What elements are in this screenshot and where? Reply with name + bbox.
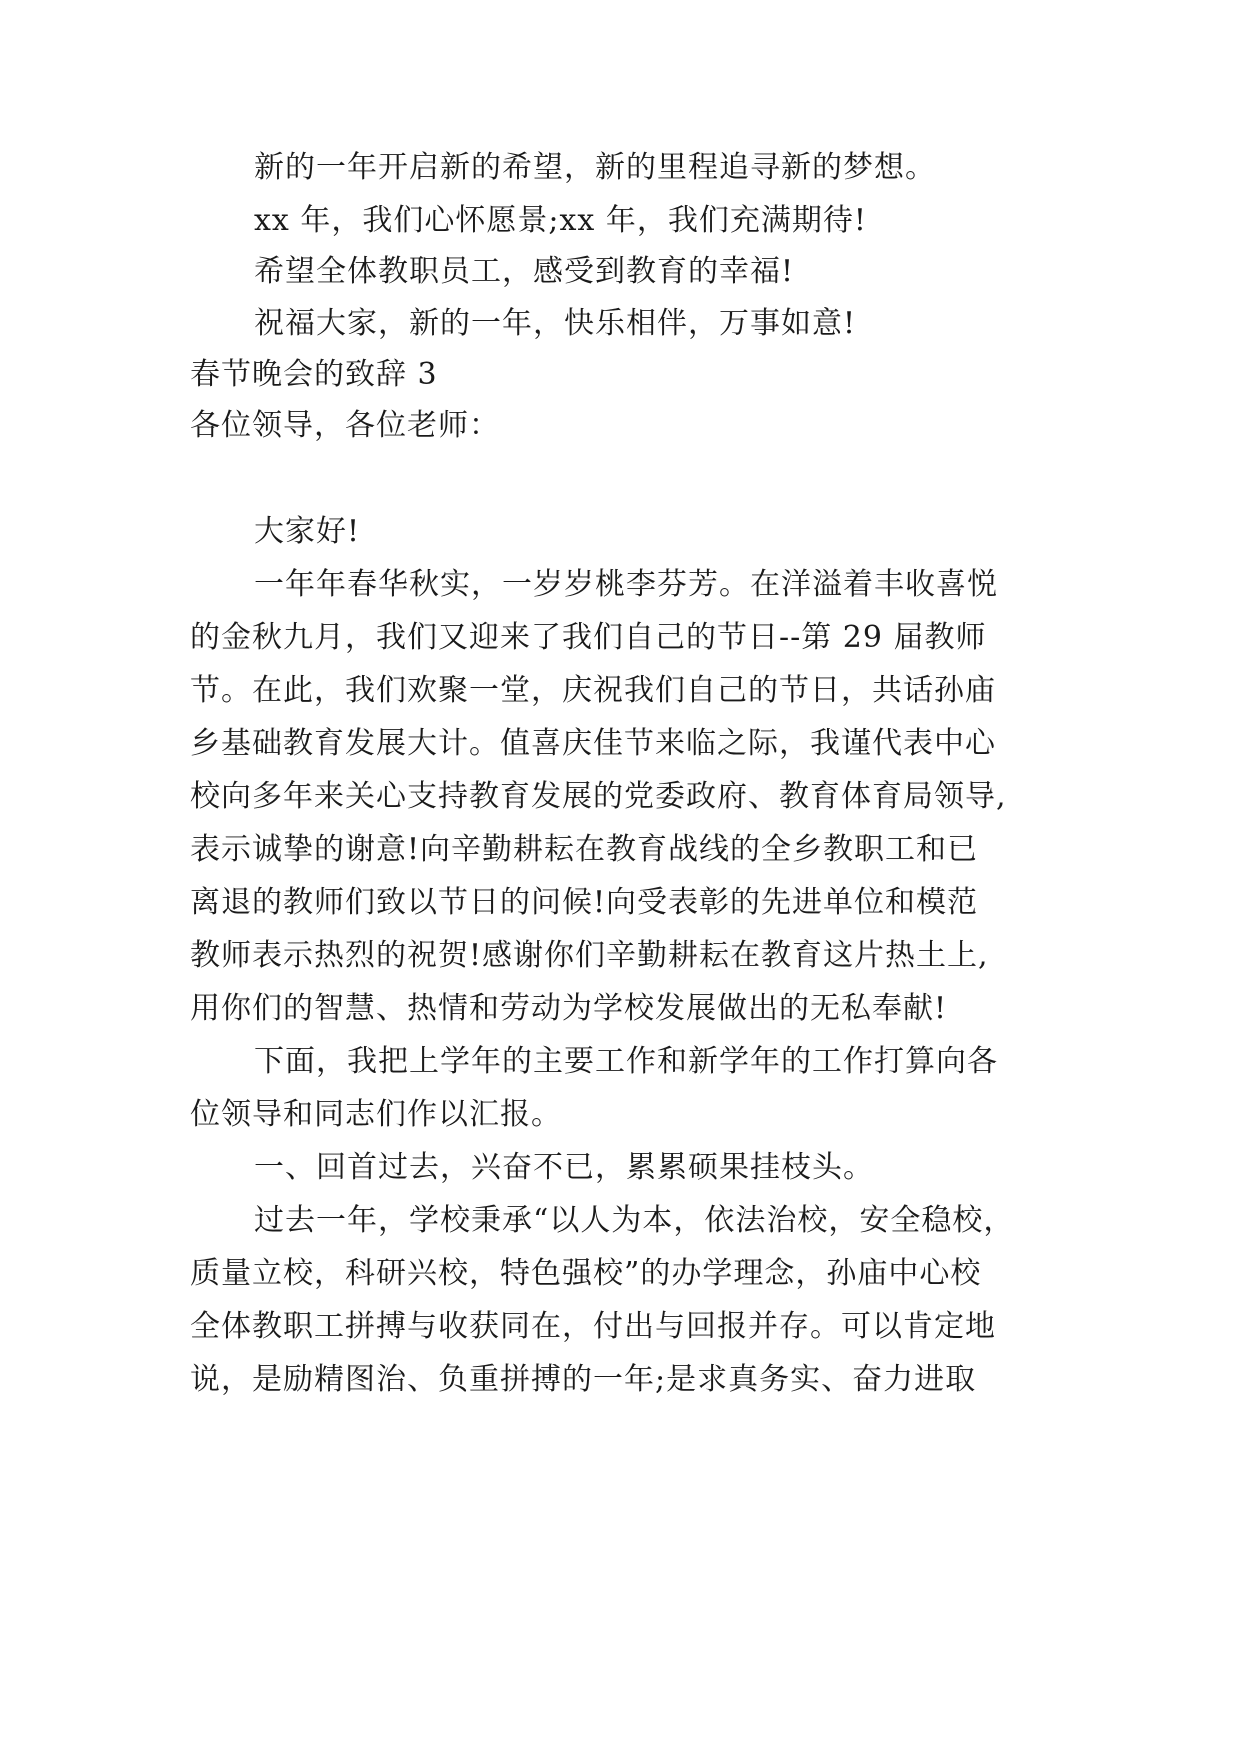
paragraph-line: 校向多年来关心支持教育发展的党委政府、教育体育局领导, [190, 779, 1007, 814]
section-heading: 春节晚会的致辞 3 [190, 357, 438, 392]
paragraph-line: 的金秋九月，我们又迎来了我们自己的节日--第 29 届教师 [190, 620, 987, 655]
section-heading-1: 一、回首过去，兴奋不已，累累硕果挂枝头。 [254, 1150, 874, 1185]
paragraph-line: 乡基础教育发展大计。值喜庆佳节来临之际，我谨代表中心 [190, 726, 996, 761]
paragraph-line: 希望全体教职员工，感受到教育的幸福! [254, 254, 795, 289]
paragraph-line: 离退的教师们致以节日的问候!向受表彰的先进单位和模范 [190, 885, 979, 920]
salutation: 各位领导，各位老师： [190, 408, 500, 443]
paragraph-line: 质量立校，科研兴校，特色强校”的办学理念，孙庙中心校 [190, 1256, 982, 1291]
paragraph-line: 下面，我把上学年的主要工作和新学年的工作打算向各 [254, 1044, 998, 1079]
paragraph-line: 过去一年，学校秉承“以人为本，依法治校，安全稳校， [254, 1203, 1015, 1238]
paragraph-line: 祝福大家，新的一年，快乐相伴，万事如意! [254, 306, 857, 341]
paragraph-line: 位领导和同志们作以汇报。 [190, 1097, 562, 1132]
greeting: 大家好! [254, 514, 361, 549]
paragraph-line: 新的一年开启新的希望，新的里程追寻新的梦想。 [254, 150, 936, 185]
paragraph-line: xx 年，我们心怀愿景;xx 年，我们充满期待! [254, 203, 867, 238]
paragraph-line: 节。在此，我们欢聚一堂，庆祝我们自己的节日，共话孙庙 [190, 673, 996, 708]
paragraph-line: 表示诚挚的谢意!向辛勤耕耘在教育战线的全乡教职工和已 [190, 832, 979, 867]
paragraph-line: 说，是励精图治、负重拼搏的一年;是求真务实、奋力进取 [190, 1362, 977, 1397]
paragraph-line: 全体教职工拼搏与收获同在，付出与回报并存。可以肯定地 [190, 1309, 996, 1344]
paragraph-line: 用你们的智慧、热情和劳动为学校发展做出的无私奉献! [190, 991, 948, 1026]
paragraph-line: 一年年春华秋实，一岁岁桃李芬芳。在洋溢着丰收喜悦 [254, 567, 998, 602]
paragraph-line: 教师表示热烈的祝贺!感谢你们辛勤耕耘在教育这片热土上, [190, 938, 989, 973]
